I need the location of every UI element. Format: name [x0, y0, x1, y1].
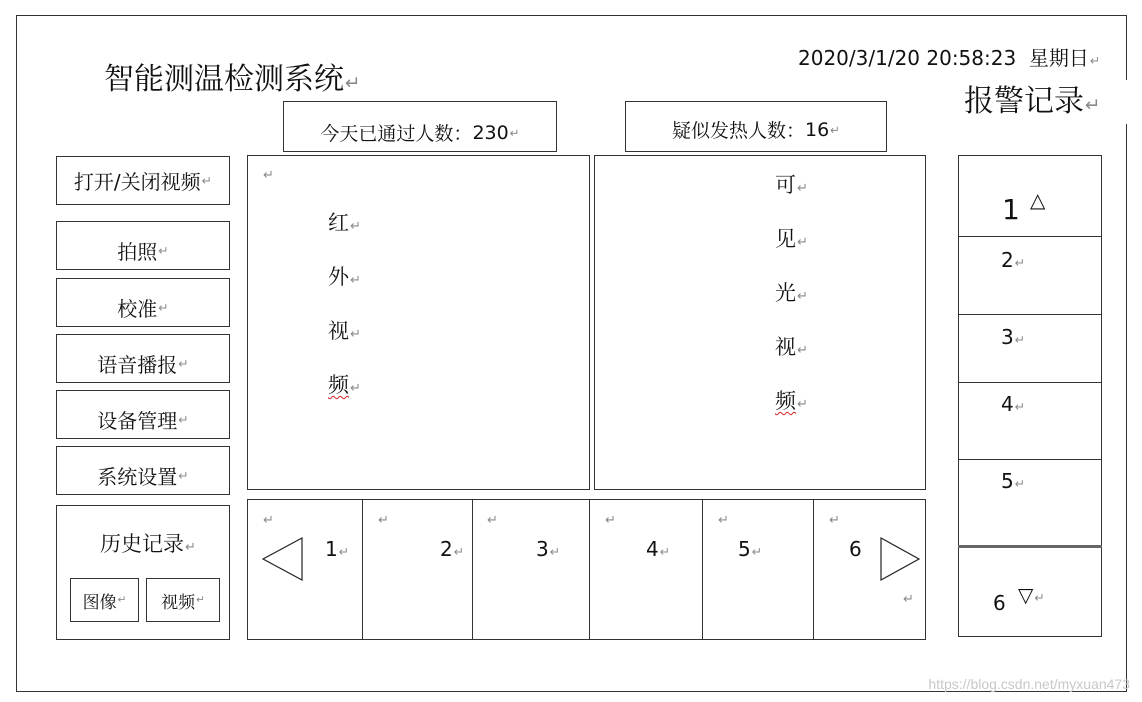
thumbnail-item-5[interactable]: 5↵: [738, 537, 763, 561]
history-video-button[interactable]: 视频 ↵: [146, 578, 220, 622]
alarm-record-6[interactable]: 6: [993, 591, 1006, 615]
thumbnail-divider: [813, 499, 814, 640]
infrared-video-panel: [247, 155, 590, 490]
alarm-row-divider: [958, 459, 1102, 460]
calibrate-button[interactable]: 校准 ↵: [56, 278, 230, 327]
thumbnail-item-4[interactable]: 4↵: [646, 537, 671, 561]
thumbnail-divider: [362, 499, 363, 640]
thumbnail-next-arrow-icon[interactable]: [879, 536, 921, 586]
alarm-records-list: [958, 155, 1102, 637]
paragraph-mark: ↵: [487, 513, 498, 528]
visible-light-video-panel: [594, 155, 926, 490]
alarm-records-title: 报警记录↵: [952, 80, 1128, 124]
alarm-record-5[interactable]: 5↵: [1001, 469, 1026, 493]
passed-count-value: 230: [472, 121, 509, 144]
alarm-record-4[interactable]: 4↵: [1001, 392, 1026, 416]
paragraph-mark: ↵: [605, 513, 616, 528]
thumbnail-item-2[interactable]: 2↵: [440, 537, 465, 561]
infrared-video-label: 红↵ 外↵ 视↵ 频↵: [328, 211, 361, 397]
watermark: https://blog.csdn.net/myxuan473: [928, 676, 1130, 692]
voice-broadcast-button[interactable]: 语音播报 ↵: [56, 334, 230, 383]
toggle-video-button[interactable]: 打开/关闭视频 ↵: [56, 156, 230, 205]
alarm-record-2[interactable]: 2↵: [1001, 248, 1026, 272]
thumbnail-item-6[interactable]: 6: [849, 537, 862, 561]
history-label: 历史记录↵: [100, 532, 196, 556]
paragraph-mark: ↵: [378, 513, 389, 528]
passed-count-display: 今天已通过人数： 230 ↵: [283, 101, 557, 152]
paragraph-mark: ↵: [903, 592, 914, 607]
paragraph-mark: ↵: [263, 513, 274, 528]
alarm-record-1[interactable]: 1: [1002, 193, 1020, 226]
scroll-up-arrow-icon[interactable]: △: [1030, 188, 1046, 212]
system-settings-button[interactable]: 系统设置 ↵: [56, 446, 230, 495]
device-management-button[interactable]: 设备管理 ↵: [56, 390, 230, 439]
scroll-down-arrow-icon[interactable]: ▽↵: [1018, 583, 1045, 607]
paragraph-mark: ↵: [718, 513, 729, 528]
thumbnail-strip: [247, 499, 926, 640]
thumbnail-divider: [702, 499, 703, 640]
alarm-record-3[interactable]: 3↵: [1001, 325, 1026, 349]
thumbnail-divider: [472, 499, 473, 640]
paragraph-mark: ↵: [263, 168, 274, 183]
alarm-row-divider: [958, 236, 1102, 237]
thumbnail-prev-arrow-icon[interactable]: [262, 536, 304, 586]
visible-light-video-label: 可↵ 见↵ 光↵ 视↵ 频↵: [775, 173, 808, 413]
paragraph-mark: ↵: [829, 513, 840, 528]
thumbnail-divider: [589, 499, 590, 640]
fever-count-display: 疑似发热人数： 16 ↵: [625, 101, 887, 152]
photo-button[interactable]: 拍照 ↵: [56, 221, 230, 270]
thumbnail-item-1[interactable]: 1↵: [325, 537, 350, 561]
weekday-value: 星期日: [1028, 46, 1089, 70]
alarm-row-divider: [958, 382, 1102, 383]
alarm-row-divider: [958, 545, 1102, 548]
datetime-value: 2020/3/1/20 20:58:23: [798, 46, 1017, 70]
datetime-display: 2020/3/1/20 20:58:23 星期日↵: [798, 46, 1101, 70]
alarm-row-divider: [958, 314, 1102, 315]
app-title: 智能测温检测系统↵: [104, 62, 361, 97]
history-image-button[interactable]: 图像 ↵: [70, 578, 139, 622]
fever-count-value: 16: [804, 118, 830, 141]
thumbnail-item-3[interactable]: 3↵: [536, 537, 561, 561]
